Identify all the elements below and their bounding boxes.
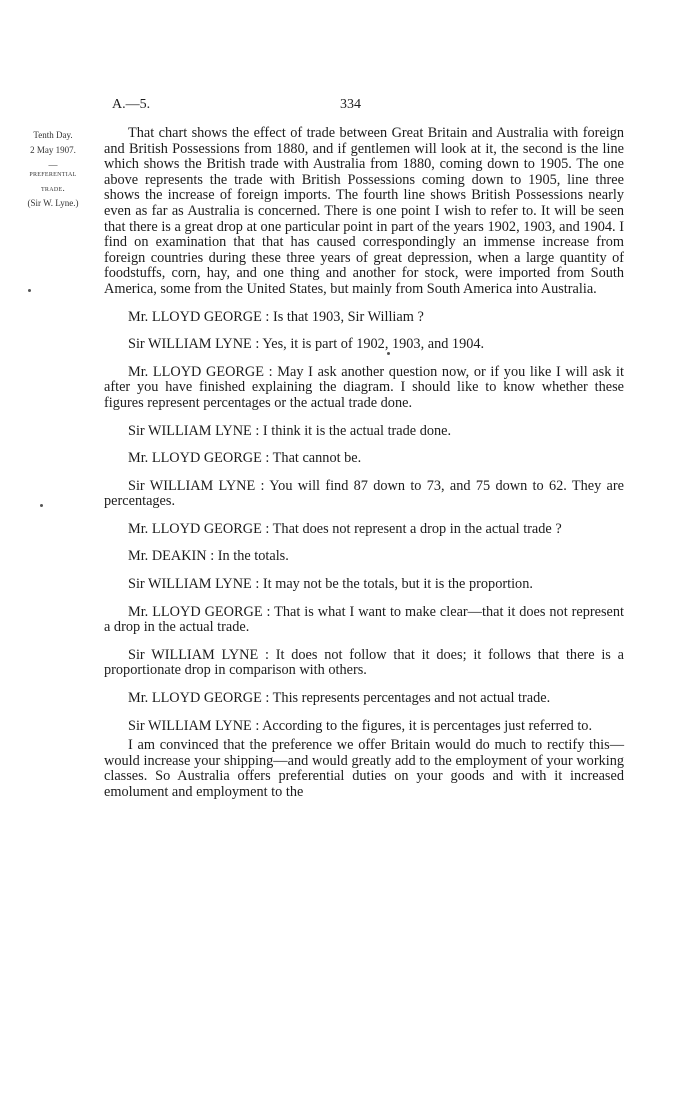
margin-notes: [14, 128, 92, 211]
paragraph-lloyd-george-6: Mr. LLOYD GEORGE : This represents percentages and not actual trade.: [128, 690, 551, 707]
margin-speaker: (Sir W. Lyne.): [27, 198, 79, 208]
paragraph-lloyd-george-2: Mr. LLOYD GEORGE : May I ask another question now, or if you like I will ask it after you have finished explaining the diagram. I should like to know whether these figures represent percentages or the actual trade done.: [104, 363, 624, 411]
scan-speck: [387, 352, 390, 355]
margin-date: 2 May 1907.: [30, 145, 76, 155]
scan-speck: [28, 289, 31, 292]
paragraph-deakin-1: Mr. DEAKIN : In the totals.: [128, 548, 289, 565]
paragraph-lloyd-george-4: Mr. LLOYD GEORGE : That does not represent a drop in the actual trade ?: [128, 520, 562, 537]
margin-topic-line2: trade.: [40, 183, 66, 193]
paragraph-lloyd-george-3: Mr. LLOYD GEORGE : That cannot be.: [128, 450, 362, 467]
paragraph-lyne-5: Sir WILLIAM LYNE : It does not follow that it does; it follows that there is a proportionate drop in comparison with others.: [104, 646, 624, 679]
margin-topic-line1: preferential: [29, 168, 77, 178]
paragraph-lyne-2: Sir WILLIAM LYNE : I think it is the actual trade done.: [128, 422, 452, 439]
body-text: [104, 126, 624, 801]
paragraph-lloyd-george-1: Mr. LLOYD GEORGE : Is that 1903, Sir William ?: [128, 308, 424, 325]
margin-divider: —: [48, 160, 58, 170]
scan-speck: [40, 504, 43, 507]
page-number: 334: [340, 97, 361, 112]
paragraph-lyne-1: Sir WILLIAM LYNE : Yes, it is part of 1902, 1903, and 1904.: [128, 336, 485, 353]
paragraph-lloyd-george-5: Mr. LLOYD GEORGE : That is what I want to make clear—that it does not represent a drop in the actual trade.: [104, 603, 624, 636]
margin-day: Tenth Day.: [33, 130, 73, 140]
paragraph-lyne-continued: I am convinced that the preference we offer Britain would do much to rectify this—would increase your shipping—and would greatly add to the employment of your working classes. So Australia offers preferential duties on your goods and with it increased emolument and employment to the: [104, 737, 624, 800]
paragraph-chart-explanation: That chart shows the effect of trade between Great Britain and Australia with foreign and British Possessions from 1880, and if gentlemen will look at it, the second is the line which shows the British trade with Australia from 1880, coming down to 1905. The one above represents the trade with British Possessions coming down to 1905, line three shows the increase of foreign imports. The fourth line shows British Possessions nearly even as far as Australia is concerned. There is one point I wish to refer to. It will be seen that there is a great drop at one particular point in part of the years 1902, 1903, and 1904. I find on examination that that has caused correspondingly an immense increase from foreign countries during these three years of great depression, when a large quantity of foodstuffs, corn, hay, and one thing and another for stock, were imported from South America, some from the United States, but mainly from South America into Australia.: [104, 125, 624, 297]
paragraph-lyne-3: Sir WILLIAM LYNE : You will find 87 down to 73, and 75 down to 62. They are percentages.: [104, 477, 624, 510]
document-reference: A.—5.: [112, 97, 151, 112]
paragraph-lyne-6: Sir WILLIAM LYNE : According to the figures, it is percentages just referred to.: [128, 717, 593, 734]
page-header: [0, 97, 700, 117]
paragraph-lyne-4: Sir WILLIAM LYNE : It may not be the totals, but it is the proportion.: [128, 576, 533, 593]
